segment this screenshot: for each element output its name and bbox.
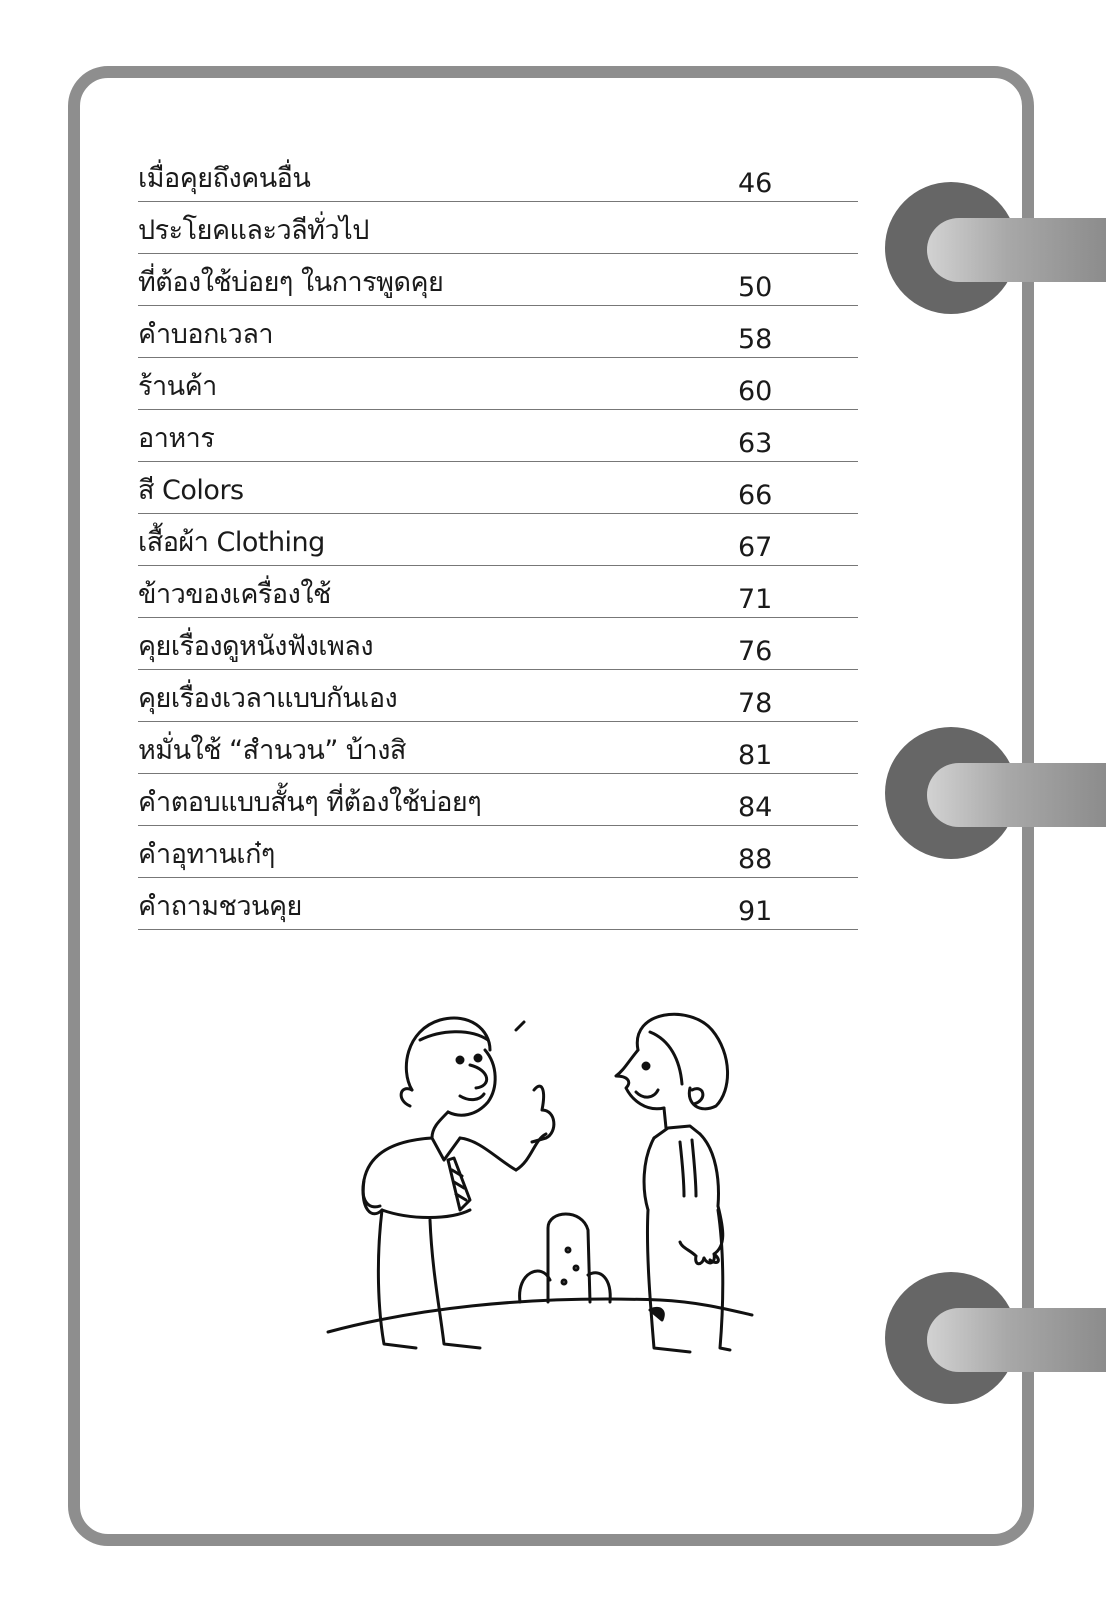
- toc-entry-title: หมั่นใช้ “สำนวน” บ้างสิ: [138, 735, 406, 766]
- toc-row[interactable]: [138, 306, 858, 358]
- toc-entry-page: 46: [738, 168, 773, 199]
- toc-entry-page: 81: [738, 740, 773, 771]
- toc-entry-title: คำอุทานเก๋ๆ: [138, 839, 275, 870]
- binder-ring-top-tab: [927, 218, 1106, 282]
- toc-row[interactable]: [138, 150, 858, 202]
- toc-entry-page: 78: [738, 688, 773, 719]
- toc-entry-title: คำถามชวนคุย: [138, 891, 302, 922]
- toc-entry-page: 58: [738, 324, 773, 355]
- toc-entry-title: คำบอกเวลา: [138, 319, 274, 350]
- toc-entry-page: 88: [738, 844, 773, 875]
- toc-row[interactable]: [138, 774, 858, 826]
- table-of-contents: [138, 150, 858, 930]
- toc-entry-title: คุยเรื่องดูหนังฟังเพลง: [138, 631, 374, 662]
- toc-row[interactable]: [138, 878, 858, 930]
- toc-row[interactable]: [138, 618, 858, 670]
- toc-entry-page: 84: [738, 792, 773, 823]
- toc-entry-page: 60: [738, 376, 773, 407]
- toc-entry-page: 63: [738, 428, 773, 459]
- toc-entry-page: 66: [738, 480, 773, 511]
- toc-entry-title: อาหาร: [138, 423, 215, 454]
- toc-entry-title: สี Colors: [138, 475, 244, 506]
- toc-row[interactable]: [138, 410, 858, 462]
- toc-entry-title: ประโยคและวลีทั่วไป: [138, 215, 369, 246]
- toc-entry-title: ร้านค้า: [138, 371, 217, 402]
- toc-row[interactable]: [138, 358, 858, 410]
- toc-entry-title: เสื้อผ้า Clothing: [138, 527, 325, 558]
- toc-entry-title: คำตอบแบบสั้นๆ ที่ต้องใช้บ่อยๆ: [138, 787, 482, 818]
- ground-line: [328, 1299, 752, 1332]
- toc-entry-title: คุยเรื่องเวลาแบบกันเอง: [138, 683, 398, 714]
- toc-row[interactable]: [138, 202, 858, 254]
- conversation-illustration: [320, 1010, 780, 1400]
- toc-entry-title: เมื่อคุยถึงคนอื่น: [138, 163, 311, 194]
- toc-entry-title: ที่ต้องใช้บ่อยๆ ในการพูดคุย: [138, 267, 444, 298]
- cactus-drawing: [520, 1214, 611, 1302]
- toc-row[interactable]: [138, 826, 858, 878]
- toc-entry-page: 50: [738, 272, 773, 303]
- toc-row[interactable]: [138, 254, 858, 306]
- toc-row[interactable]: [138, 566, 858, 618]
- toc-entry-page: 71: [738, 584, 773, 615]
- toc-entry-page: 76: [738, 636, 773, 667]
- toc-row[interactable]: [138, 670, 858, 722]
- toc-entry-page: 67: [738, 532, 773, 563]
- toc-row[interactable]: [138, 462, 858, 514]
- toc-row[interactable]: [138, 514, 858, 566]
- man-figure: [363, 1018, 554, 1348]
- toc-row[interactable]: [138, 722, 858, 774]
- binder-ring-middle-tab: [927, 763, 1106, 827]
- toc-entry-page: 91: [738, 896, 773, 927]
- toc-entry-title: ข้าวของเครื่องใช้: [138, 579, 331, 610]
- binder-ring-bottom-tab: [927, 1308, 1106, 1372]
